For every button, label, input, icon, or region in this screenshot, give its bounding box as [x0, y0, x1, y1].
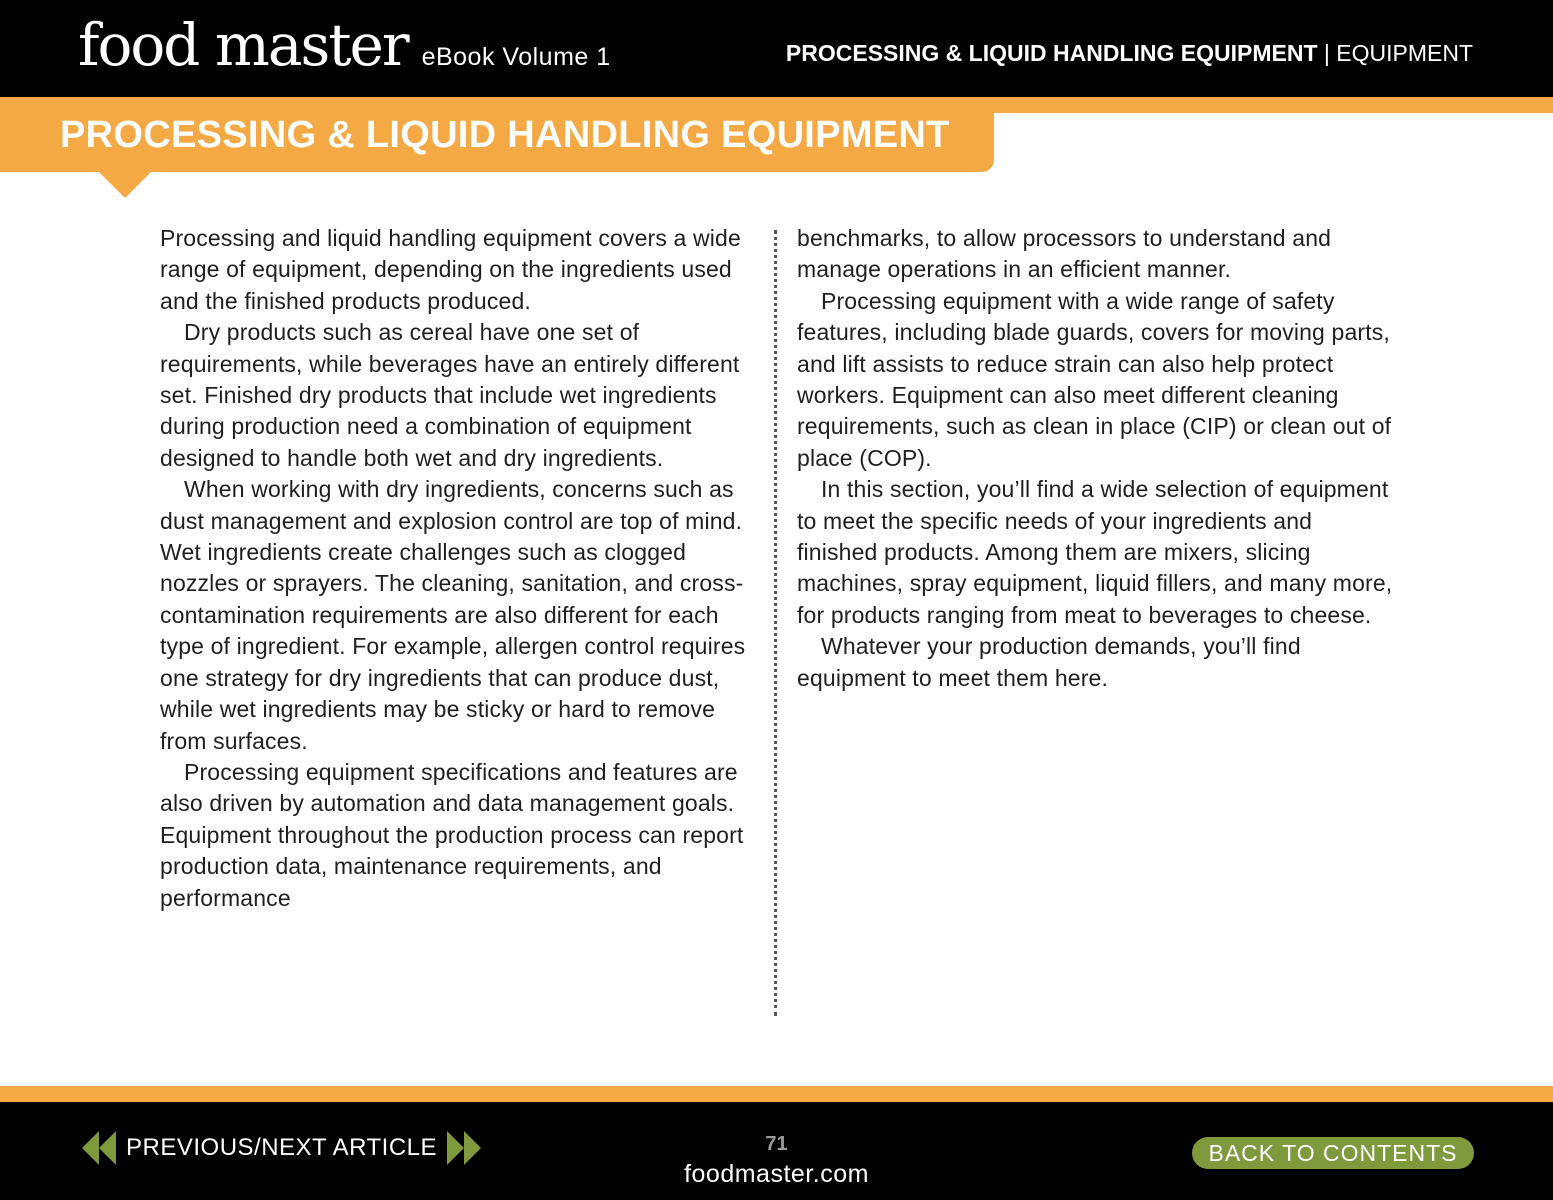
paragraph: In this section, you’ll find a wide selection of equipment to meet the specific needs of your ingredients and finished products. Among them are mixers, slicing machines, spray equipment, liquid fillers, and many more, for products ranging from meat to beverages to cheese. — [797, 476, 1393, 628]
paragraph: Processing equipment specifications and features are also driven by automation and data management goals. Equipment throughout the production process can report production data, maintenance requirements, and performance — [160, 758, 744, 911]
back-to-contents-button[interactable]: BACK TO CONTENTS — [1192, 1137, 1474, 1169]
page-title: PROCESSING & LIQUID HANDLING EQUIPMENT — [60, 114, 950, 156]
footer-accent-strip — [0, 1086, 1553, 1102]
page-number: 71 — [765, 1133, 788, 1155]
title-banner-pointer — [98, 171, 152, 198]
breadcrumb-section: PROCESSING & LIQUID HANDLING EQUIPMENT — [785, 40, 1318, 66]
breadcrumb-category: EQUIPMENT — [1336, 40, 1473, 66]
brand-volume: eBook Volume 1 — [421, 43, 611, 71]
paragraph: When working with dry ingredients, concerns such as dust management and explosion control are top of mind. Wet ingredients create challenges such as clogged nozzles or sprayers. The cleaning, sanitation, and cross-contamination requirements are also different for each type of ingredient. For example, allergen control requires one strategy for dry ingredients that can produce dust, while wet ingredients may be sticky or hard to remove from surfaces. — [160, 476, 746, 754]
column-divider — [774, 230, 777, 1016]
paragraph: Processing and liquid handling equipment covers a wide range of equipment, depending on the ingredients used and the finished products produced. — [160, 225, 741, 314]
paragraph: benchmarks, to allow processors to understand and manage operations in an efficient manner. — [797, 225, 1332, 283]
paragraph: Whatever your production demands, you’ll find equipment to meet them here. — [797, 633, 1301, 691]
header-bar — [0, 0, 1553, 97]
paragraph: Processing equipment with a wide range of safety features, including blade guards, covers for moving parts, and lift assists to reduce strain can also help protect workers. Equipment can also meet different cleaning requirements, such as clean in place (CIP) or clean out of place (COP). — [797, 287, 1392, 471]
section-breadcrumb — [786, 40, 1473, 67]
breadcrumb-separator: | — [1317, 40, 1337, 66]
article-right-column — [797, 223, 1397, 694]
previous-next-article-label[interactable]: PREVIOUS/NEXT ARTICLE — [126, 1134, 438, 1161]
brand-logo — [78, 11, 611, 79]
paragraph: Dry products such as cereal have one set of requirements, while beverages have an entirely different set. Finished dry products that include wet ingredients during production need a combination of equipment designed to handle both wet and dry ingredients. — [160, 319, 740, 471]
brand-name: food master — [78, 11, 408, 79]
site-url-link[interactable]: foodmaster.com — [684, 1160, 869, 1188]
article-left-column — [160, 223, 760, 914]
